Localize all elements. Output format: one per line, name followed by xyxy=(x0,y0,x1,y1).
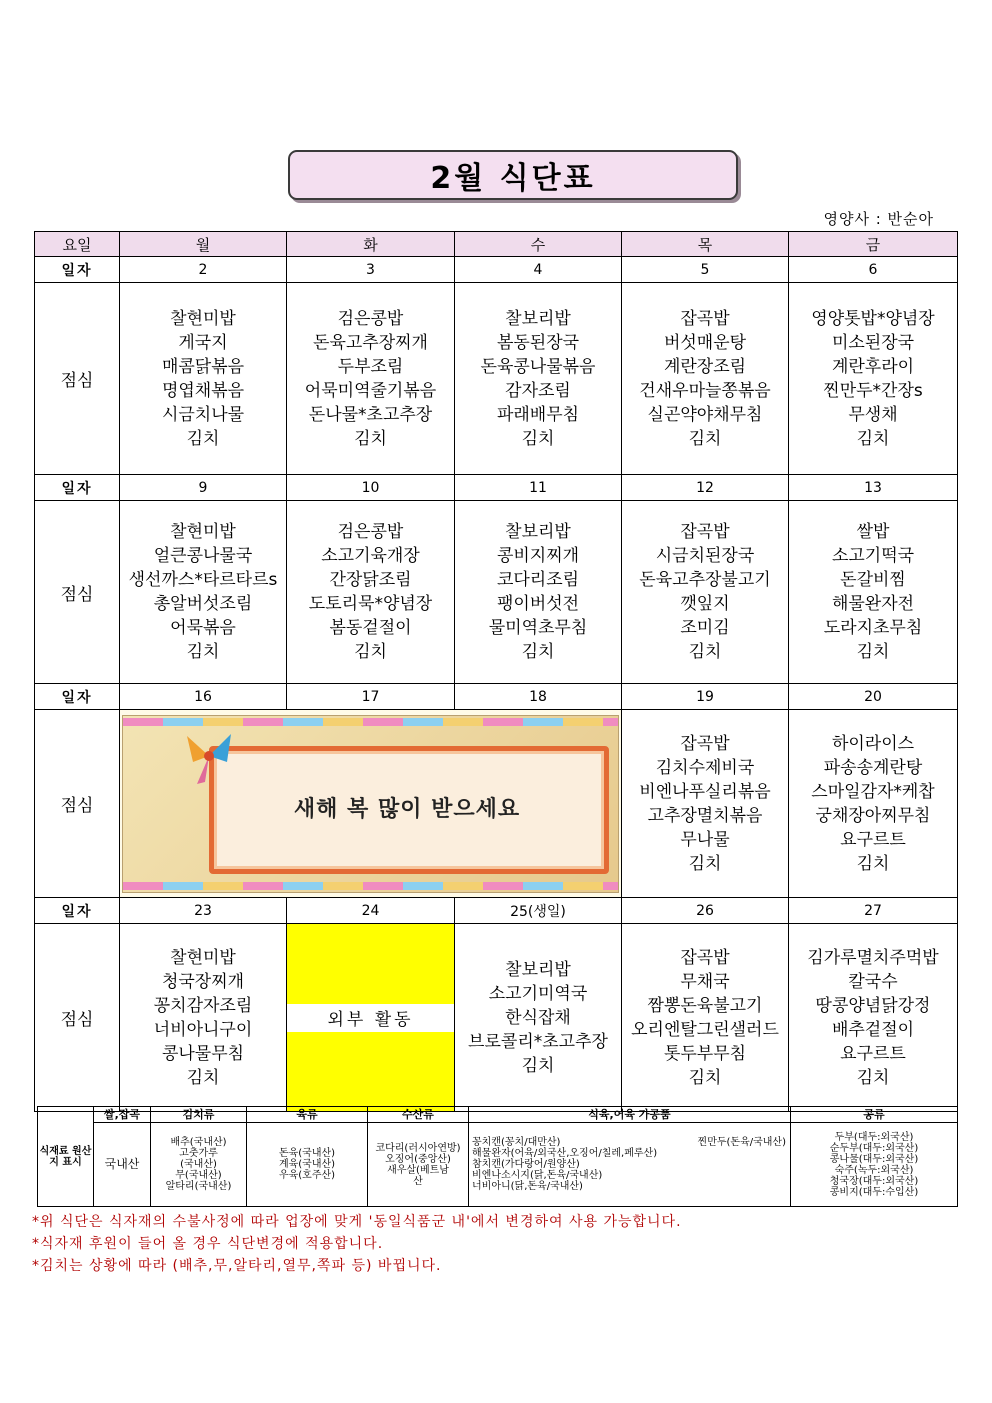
lunch-label: 점심 xyxy=(35,924,120,1112)
dish-item: 찐만두*간장s xyxy=(823,380,923,401)
dish-item: 총알버섯조림 xyxy=(153,594,253,614)
menu-cell xyxy=(120,283,287,475)
dish-item: 봄동겉절이 xyxy=(329,618,412,638)
lunch-row xyxy=(35,924,958,1112)
dish-item: 해물완자전 xyxy=(831,594,915,614)
dish-item: 김치 xyxy=(186,642,220,662)
dish-item: 김치 xyxy=(521,642,555,662)
menu-cell xyxy=(789,710,958,898)
dish-item: 김치 xyxy=(186,1067,220,1088)
date-row xyxy=(35,475,958,501)
origin-header: 콩류 xyxy=(791,1107,958,1123)
date-cell: 3 xyxy=(287,257,455,283)
dish-item: 김치 xyxy=(688,853,722,874)
date-label: 일자 xyxy=(35,684,120,710)
menu-cell xyxy=(455,924,622,1112)
dish-item: 김치수제비국 xyxy=(655,757,755,778)
menu-cell xyxy=(789,924,958,1112)
note-line: *식자재 후원이 들어 올 경우 식단변경에 적용합니다. xyxy=(32,1236,384,1252)
dish-item: 물미역초무침 xyxy=(488,618,588,638)
dish-item: 어묵미역줄기볶음 xyxy=(304,380,437,401)
dish-item: 무채국 xyxy=(680,971,730,992)
date-cell: 11 xyxy=(455,475,622,501)
date-cell: 17 xyxy=(287,684,455,710)
origin-header: 쌀,잡곡 xyxy=(94,1107,151,1123)
date-row xyxy=(35,898,958,924)
dish-item: 게국지 xyxy=(178,332,228,353)
dish-item: 짬뽕돈육불고기 xyxy=(647,995,763,1016)
origin-item: 숙주(녹두:외국산) xyxy=(834,1164,914,1176)
date-cell: 12 xyxy=(622,475,789,501)
dish-item: 도라지초무침 xyxy=(823,618,923,638)
date-cell: 16 xyxy=(120,684,287,710)
dish-item: 스마일감자*케찹 xyxy=(811,781,935,802)
dish-item: 얼큰콩나물국 xyxy=(153,546,253,566)
origin-item: 우육(호주산) xyxy=(278,1170,336,1181)
origin-item: 꽁치캔(꽁치/대만산) xyxy=(472,1137,561,1148)
origin-seafood xyxy=(368,1123,469,1207)
dish-item: 영양톳밥*양념장 xyxy=(811,308,935,329)
menu-cell xyxy=(622,710,789,898)
dish-item: 브로콜리*초고추장 xyxy=(468,1031,608,1052)
dish-item: 돈육콩나물볶음 xyxy=(480,356,596,377)
dish-item: 청국장찌개 xyxy=(161,971,245,992)
dish-item: 매콤닭볶음 xyxy=(161,356,245,377)
new-year-banner xyxy=(122,715,619,893)
banner-greeting: 새해 복 많이 받으세요 xyxy=(293,795,521,822)
dish-item: 간장닭조림 xyxy=(329,570,412,590)
origin-processed-list xyxy=(472,1137,657,1192)
dietitian-label: 영양사 : 반순아 xyxy=(823,210,934,228)
date-cell: 9 xyxy=(120,475,287,501)
holiday-banner-cell xyxy=(120,710,622,898)
dish-item: 너비아니구이 xyxy=(153,1019,253,1040)
menu-cell xyxy=(455,283,622,475)
lunch-row xyxy=(35,710,958,898)
origin-item: 콩나물(대두:외국산) xyxy=(829,1153,919,1165)
dish-item: 시금치나물 xyxy=(161,404,245,425)
origin-table xyxy=(37,1106,958,1207)
dish-item: 땅콩양념닭강정 xyxy=(815,995,931,1016)
lunch-row xyxy=(35,501,958,684)
dish-item: 잡곡밥 xyxy=(680,308,730,329)
dish-item: 명엽채볶음 xyxy=(161,380,245,401)
date-label: 일자 xyxy=(35,475,120,501)
dish-item: 봄동된장국 xyxy=(496,332,580,353)
menu-cell xyxy=(789,501,958,684)
dish-item: 팽이버섯전 xyxy=(496,594,580,614)
dish-item: 계란장조림 xyxy=(663,356,747,377)
origin-item: 청국장(대두:외국산) xyxy=(829,1175,919,1187)
date-cell: 25(생일) xyxy=(455,898,622,924)
page-title xyxy=(288,150,738,200)
menu-cell xyxy=(287,501,455,684)
dish-item: 김치 xyxy=(856,642,890,662)
menu-table xyxy=(34,231,958,1112)
origin-row-label: 식재료 원산지 표시 xyxy=(38,1107,94,1207)
dish-item: 찰현미밥 xyxy=(170,947,236,968)
dish-item: 무생채 xyxy=(848,404,898,425)
outing-cell xyxy=(287,924,455,1112)
dish-item: 고추장멸치볶음 xyxy=(647,805,763,826)
dish-item: 김치 xyxy=(856,1067,890,1088)
date-label: 일자 xyxy=(35,257,120,283)
dish-item: 소고기육개장 xyxy=(321,546,420,566)
dish-item: 찰보리밥 xyxy=(505,308,571,329)
dish-item: 오리엔탈그린샐러드 xyxy=(631,1019,779,1040)
menu-cell xyxy=(287,283,455,475)
origin-processed-right: 찐만두(돈육/국내산) xyxy=(697,1137,786,1148)
origin-item: 새우살(베트남 xyxy=(387,1164,449,1176)
menu-cell xyxy=(455,501,622,684)
dish-item: 돈육고추장불고기 xyxy=(639,570,771,590)
menu-cell xyxy=(120,924,287,1112)
dish-item: 요구르트 xyxy=(840,1043,906,1064)
date-cell: 10 xyxy=(287,475,455,501)
dish-item: 잡곡밥 xyxy=(680,947,730,968)
weekday-thu: 목 xyxy=(622,232,789,257)
dish-item: 소고기떡국 xyxy=(831,546,915,566)
dish-item: 김치 xyxy=(688,428,722,449)
dish-item: 코다리조림 xyxy=(496,570,580,590)
note-line: *김치는 상황에 따라 (배추,무,알타리,열무,쪽파 등) 바뀝니다. xyxy=(32,1258,442,1274)
origin-item: 참치캔(가다랑어/원양산) xyxy=(472,1159,580,1170)
dish-item: 요구르트 xyxy=(840,829,906,850)
dish-item: 꽁치감자조림 xyxy=(153,995,253,1016)
date-cell: 19 xyxy=(622,684,789,710)
dish-item: 김치 xyxy=(856,428,890,449)
origin-header: 수산류 xyxy=(368,1107,469,1123)
dish-item: 찰현미밥 xyxy=(170,522,236,542)
origin-kimchi xyxy=(151,1123,247,1207)
dish-item: 미소된장국 xyxy=(831,332,915,353)
dish-item: 김치 xyxy=(856,853,890,874)
weekday-fri: 금 xyxy=(789,232,958,257)
origin-meat xyxy=(247,1123,368,1207)
date-cell: 6 xyxy=(789,257,958,283)
origin-header-row xyxy=(38,1107,958,1123)
dish-item: 파송송계란탕 xyxy=(823,757,923,778)
date-cell: 13 xyxy=(789,475,958,501)
origin-item: 계육(국내산) xyxy=(278,1159,336,1170)
date-cell: 26 xyxy=(622,898,789,924)
title-text: 2월 식단표 xyxy=(430,161,596,196)
dish-item: 계란후라이 xyxy=(831,356,915,377)
menu-cell xyxy=(120,501,287,684)
menu-cell xyxy=(622,924,789,1112)
origin-header: 식육,어육 가공품 xyxy=(469,1107,791,1123)
menu-cell xyxy=(622,501,789,684)
origin-item: 콩비지(대두:수입산) xyxy=(829,1186,919,1198)
date-cell: 24 xyxy=(287,898,455,924)
dish-item: 콩나물무침 xyxy=(161,1043,245,1064)
dish-item: 건새우마늘쫑볶음 xyxy=(639,380,771,401)
weekday-mon: 월 xyxy=(120,232,287,257)
dish-item: 칼국수 xyxy=(848,971,898,992)
dish-item: 찰보리밥 xyxy=(505,522,571,542)
origin-item: 너비아니(닭,돈육/국내산) xyxy=(472,1181,583,1192)
origin-item: 무(국내산) xyxy=(175,1170,222,1181)
date-cell: 2 xyxy=(120,257,287,283)
dish-item: 김치 xyxy=(521,1055,555,1076)
origin-processed xyxy=(469,1123,791,1207)
dish-item: 깻잎지 xyxy=(680,594,730,614)
date-cell: 23 xyxy=(120,898,287,924)
dish-item: 감자조림 xyxy=(505,380,571,401)
dish-item: 소고기미역국 xyxy=(488,983,588,1004)
dish-item: 배추겉절이 xyxy=(831,1019,915,1040)
dish-item: 무나물 xyxy=(680,829,730,850)
dish-item: 도토리묵*양념장 xyxy=(308,594,433,614)
dish-item: 한식잡채 xyxy=(505,1007,571,1028)
dish-item: 김치 xyxy=(521,428,555,449)
dish-item: 검은콩밥 xyxy=(337,522,404,542)
ribbon-bow-icon xyxy=(179,726,239,786)
origin-item: 해물완자(어육/외국산,오징어/칠레,페루산) xyxy=(472,1148,658,1159)
dish-item: 김치 xyxy=(186,428,220,449)
date-row xyxy=(35,257,958,283)
dish-item: 파래배무침 xyxy=(496,404,580,425)
dish-item: 찰현미밥 xyxy=(170,308,236,329)
dish-item: 찰보리밥 xyxy=(505,959,571,980)
origin-header: 육류 xyxy=(247,1107,368,1123)
origin-item: 고춧가루 xyxy=(179,1148,218,1159)
dish-item: 잡곡밥 xyxy=(680,522,730,542)
dish-item: 생선까스*타르타르s xyxy=(128,570,278,590)
menu-cell xyxy=(622,283,789,475)
dish-item: 조미김 xyxy=(680,618,730,638)
banner-stripe-bottom xyxy=(123,882,618,890)
date-cell: 18 xyxy=(455,684,622,710)
dish-item: 비엔나푸실리볶음 xyxy=(639,781,771,802)
dish-item: 검은콩밥 xyxy=(337,308,404,329)
dish-item: 두부조림 xyxy=(337,356,404,377)
weekday-wed: 수 xyxy=(455,232,622,257)
origin-body-row xyxy=(38,1123,958,1207)
weekday-header-label: 요일 xyxy=(35,232,120,257)
dish-item: 잡곡밥 xyxy=(680,733,730,754)
dish-item: 김가루멸치주먹밥 xyxy=(807,947,939,968)
lunch-label: 점심 xyxy=(35,283,120,475)
origin-header: 김치류 xyxy=(151,1107,247,1123)
weekday-header-row xyxy=(35,232,958,257)
origin-item: 순두부(대두:외국산) xyxy=(829,1142,919,1154)
origin-beans xyxy=(791,1123,958,1207)
origin-item: 두부(대두:외국산) xyxy=(834,1131,914,1143)
date-label: 일자 xyxy=(35,898,120,924)
origin-item: 산 xyxy=(413,1175,423,1187)
date-row xyxy=(35,684,958,710)
dish-item: 김치 xyxy=(354,642,387,662)
dish-item: 김치 xyxy=(688,1067,722,1088)
weekday-tue: 화 xyxy=(287,232,455,257)
note-line: *위 식단은 식자재의 수불사정에 따라 업장에 맞게 '동일식품군 내'에서 변경하여 사용 가능합니다. xyxy=(32,1214,682,1230)
origin-item: 돈육(국내산) xyxy=(278,1148,336,1159)
date-cell: 27 xyxy=(789,898,958,924)
origin-item: (국내산) xyxy=(180,1159,217,1170)
origin-item: 오징어(중앙산) xyxy=(385,1153,451,1165)
origin-item: 비엔나소시지(닭,돈육/국내산) xyxy=(472,1170,603,1181)
lunch-label: 점심 xyxy=(35,710,120,898)
lunch-label: 점심 xyxy=(35,501,120,684)
date-cell: 20 xyxy=(789,684,958,710)
dish-item: 콩비지찌개 xyxy=(496,546,580,566)
dish-item: 김치 xyxy=(354,428,387,449)
menu-cell xyxy=(789,283,958,475)
dish-item: 돈갈비찜 xyxy=(840,570,906,590)
origin-item: 코다리(러시아연방) xyxy=(375,1142,461,1154)
notes xyxy=(32,1211,682,1277)
dish-item: 톳두부무침 xyxy=(663,1043,747,1064)
origin-item: 알타리(국내산) xyxy=(165,1181,232,1192)
origin-rice: 국내산 xyxy=(94,1123,151,1207)
date-cell: 4 xyxy=(455,257,622,283)
dish-item: 돈나물*초고추장 xyxy=(308,404,433,425)
date-cell: 5 xyxy=(622,257,789,283)
dish-item: 시금치된장국 xyxy=(655,546,755,566)
outing-label: 외부 활동 xyxy=(287,1004,454,1032)
dish-item: 돈육고추장찌개 xyxy=(313,332,428,353)
dish-item: 쌀밥 xyxy=(856,522,890,542)
dish-item: 김치 xyxy=(688,642,722,662)
dish-item: 버섯매운탕 xyxy=(663,332,747,353)
dish-item: 어묵볶음 xyxy=(170,618,236,638)
dish-item: 실곤약야채무침 xyxy=(647,404,763,425)
dish-item: 궁채장아찌무침 xyxy=(815,805,931,826)
dish-item: 하이라이스 xyxy=(831,733,915,754)
lunch-row xyxy=(35,283,958,475)
origin-item: 배추(국내산) xyxy=(170,1137,227,1148)
banner-stripe-top xyxy=(123,718,618,726)
